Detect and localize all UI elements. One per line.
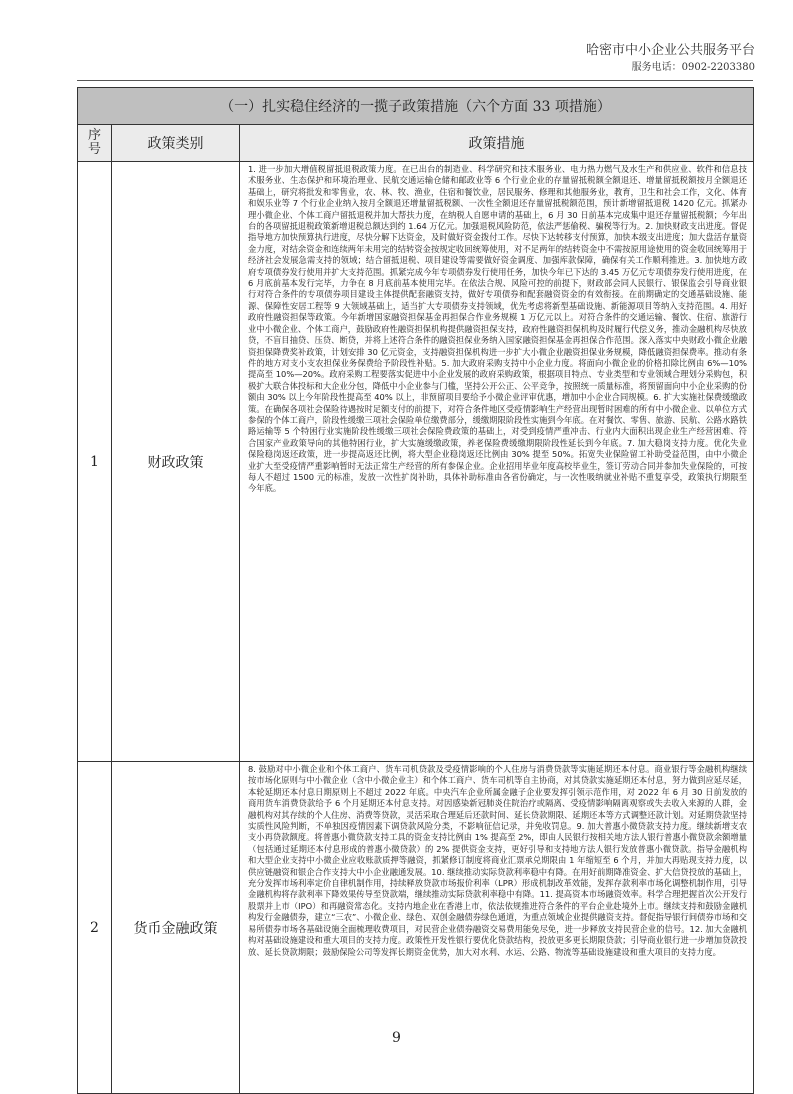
table-header-row <box>78 125 754 162</box>
page-number: 9 <box>392 1030 401 1046</box>
page-header <box>586 42 755 75</box>
row-measures-text: 1. 进一步加大增值税留抵退税政策力度。在已出台的制造业、科学研究和技术服务业、电力热力燃气及水生产和供应业、软件和信息技术服务业、生态保护和环境治理业、民航交通运输仓储和邮政业等 6 个行业企业的存量留抵税额全额退还、增量留抵税额按月全额退还基础上，研究将批发和零售业，农、林、牧、渔业，住宿和餐饮业，居民服务、修理和其他服务业，教育，卫生和社会工作，文化、体育和娱乐业等 7 个行业企业纳入按月全额退还增量留抵税额、一次性全额退还存量留抵税额范围，预计新增留抵退税 1420 亿元。抓紧办理小微企业、个体工商户留抵退税并加大帮扶力度，在纳税人自愿申请的基础上，6 月 30 日前基本完成集中退还存量留抵税额；今年出台的各项留抵退税政策新增退税总额达到约 1.64 万亿元。加强退税风险防范，依法严惩偷税、骗税等行为。2. 加快财政支出进度。督促指导地方加快预算执行进度，尽快分解下达资金，及时做好资金拨付工作。尽快下达转移支付预算，加快本级支出进度；加大盘活存量资金力度，对结余资金和连续两年未用完的结转资金按规定收回统筹使用，对不足两年的结转资金中不需按原用途使用的资金收回统筹用于经济社会发展急需支持的领域；结合留抵退税、项目建设等需要做好资金调度、加强库款保障，确保有关工作顺利推进。3. 加快地方政府专项债券发行使用并扩大支持范围。抓紧完成今年专项债券发行使用任务，加快今年已下达的 3.45 万亿元专项债券发行使用进度，在 6 月底前基本发行完毕，力争在 8 月底前基本使用完毕。在依法合规、风险可控的前提下，财政部会同人民银行、银保监会引导商业银行对符合条件的专项债券项目建设主体提供配套融资支持，做好专项债券和配套融资资金的有效衔接。在前期确定的交通基础设施、能源、保障性安居工程等 9 大领域基础上，适当扩大专项债券支持领域，优先考虑将新型基础设施、新能源项目等纳入支持范围。4. 用好政府性融资担保等政策。今年新增国家融资担保基金再担保合作业务规模 1 万亿元以上。对符合条件的交通运输、餐饮、住宿、旅游行业中小微企业、个体工商户，鼓励政府性融资担保机构提供融资担保支持，政府性融资担保机构及时履行代偿义务，推动金融机构尽快放贷，不盲目抽贷、压贷、断贷，并将上述符合条件的融资担保业务纳入国家融资担保基金再担保合作范围。深入落实中央财政小微企业融资担保降费奖补政策，计划安排 30 亿元资金，支持融资担保机构进一步扩大小微企业融资担保业务规模，降低融资担保费率。推动有条件的地方对支小支农担保业务保费给予阶段性补贴。5. 加大政府采购支持中小企业力度。将面向小微企业的价格扣除比例由 6%—10% 提高至 10%—20%。政府采购工程要落实促进中小企业发展的政府采购政策，根据项目特点、专业类型和专业领域合理划分采购包，积极扩大联合体投标和大企业分包，降低中小企业参与门槛，坚持公开公正、公平竞争，按照统一质量标准，将预留面向中小企业采购的份额由 30% 以上今年阶段性提高至 40% 以上，非预留项目要给予小微企业评审优惠，增加中小企业合同规模。6. 扩大实施社保费缓缴政策。在确保各项社会保险待遇按时足额支付的前提下，对符合条件地区受疫情影响生产经营出现暂时困难的所有中小微企业、以单位方式参保的个体工商户，阶段性缓缴三项社会保险单位缴费部分，缓缴期限阶段性实施到今年底。在对餐饮、零售、旅游、民航、公路水路铁路运输等 5 个特困行业实施阶段性缓缴三项社会保险费政策的基础上，对受到疫情严重冲击、行业内大面积出现企业生产经营困难、符合国家产业政策导向的其他特困行业，扩大实施缓缴政策，养老保险费缓缴期限阶段性延长到今年底。7. 加大稳岗支持力度。优化失业保险稳岗返还政策，进一步提高返还比例，将大型企业稳岗返还比例由 30% 提至 50%。拓宽失业保险留工补助受益范围，由中小微企业扩大至受疫情严重影响暂时无法正常生产经营的所有参保企业。企业招用毕业年度高校毕业生，签订劳动合同并参加失业保险的，可按每人不超过 1500 元的标准，发放一次性扩岗补助，具体补助标准由各省份确定，与一次性吸纳就业补贴不重复享受，政策执行期限至今年底。 <box>248 164 748 494</box>
col-header-seq-line-2: 号 <box>87 142 101 157</box>
col-header-measure: 政策措施 <box>240 125 754 162</box>
table-title: （一）扎实稳住经济的一揽子政策措施（六个方面 33 项措施） <box>78 88 754 125</box>
header-divider <box>77 80 753 81</box>
row-measures <box>240 162 754 762</box>
table-row <box>78 162 754 762</box>
row-category: 货币金融政策 <box>112 762 240 1094</box>
row-seq: 2 <box>78 762 112 1094</box>
organization-name: 哈密市中小企业公共服务平台 <box>585 43 755 58</box>
col-header-seq <box>78 125 112 162</box>
col-header-seq-line-1: 序 <box>87 128 101 143</box>
policy-table <box>77 87 754 1094</box>
col-header-category: 政策类别 <box>112 125 240 162</box>
row-category: 财政政策 <box>112 162 240 762</box>
row-measures-text: 8. 鼓励对中小微企业和个体工商户、货车司机贷款及受疫情影响的个人住房与消费贷款等实施延期还本付息。商业银行等金融机构继续按市场化原则与中小微企业（含中小微企业主）和个体工商户、货车司机等自主协商，对其贷款实施延期还本付息，努力做到应延尽延，本轮延期还本付息日期原则上不超过 2022 年底。中央汽车企业所属金融子企业要发挥引领示范作用，对 2022 年 6 月 30 日前发放的商用货车消费贷款给予 6 个月延期还本付息支持。对因感染新冠肺炎住院治疗或隔离、受疫情影响隔离观察或失去收入来源的人群，金融机构对其存续的个人住房、消费等贷款，灵活采取合理延后还款时间、延长贷款期限、延期还本等方式调整还款计划。对延期贷款坚持实质性风险判断，不单独因疫情因素下调贷款风险分类，不影响征信记录，并免收罚息。9. 加大普惠小微贷款支持力度。继续新增支农支小再贷款额度。将普惠小微贷款支持工具的资金支持比例由 1% 提高至 2%，即由人民银行按相关地方法人银行普惠小微贷款余额增量（包括通过延期还本付息形成的普惠小微贷款）的 2% 提供资金支持，更好引导和支持地方法人银行发放普惠小微贷款。指导金融机构和大型企业支持中小微企业应收账款质押等融资，抓紧修订制度将商业汇票承兑期限由 1 年缩短至 6 个月，并加大再贴现支持力度，以供应链融资和银企合作支持大中小企业融通发展。10. 继续推动实际贷款利率稳中有降。在用好前期降准资金、扩大信贷投放的基础上，充分发挥市场利率定价自律机制作用，持续释放贷款市场报价利率（LPR）形成机制改革效能，发挥存款利率市场化调整机制作用，引导金融机构将存款利率下降效果传导至贷款端，继续推动实际贷款利率稳中有降。11. 提高资本市场融资效率。科学合理把握首次公开发行股票并上市（IPO）和再融资常态化。支持内地企业在香港上市，依法依规推进符合条件的平台企业赴境外上市。继续支持和鼓励金融机构发行金融债券，建立“三农”、小微企业、绿色、双创金融债券绿色通道，为重点领域企业提供融资支持。督促指导银行间债券市场和交易所债券市场各基础设施全面梳理收费项目，对民营企业债券融资交易费用能免尽免，进一步释放支持民营企业的信号。12. 加大金融机构对基础设施建设和重大项目的支持力度。政策性开发性银行要优化贷款结构，投放更多更长期限贷款；引导商业银行进一步增加贷款投放、延长贷款期限；鼓励保险公司等发挥长期资金优势，加大对水利、水运、公路、物流等基础设施建设和重大项目的支持力度。 <box>248 764 748 957</box>
service-phone: 服务电话：0902-2203380 <box>631 62 755 73</box>
table-title-row <box>78 88 754 125</box>
row-seq: 1 <box>78 162 112 762</box>
